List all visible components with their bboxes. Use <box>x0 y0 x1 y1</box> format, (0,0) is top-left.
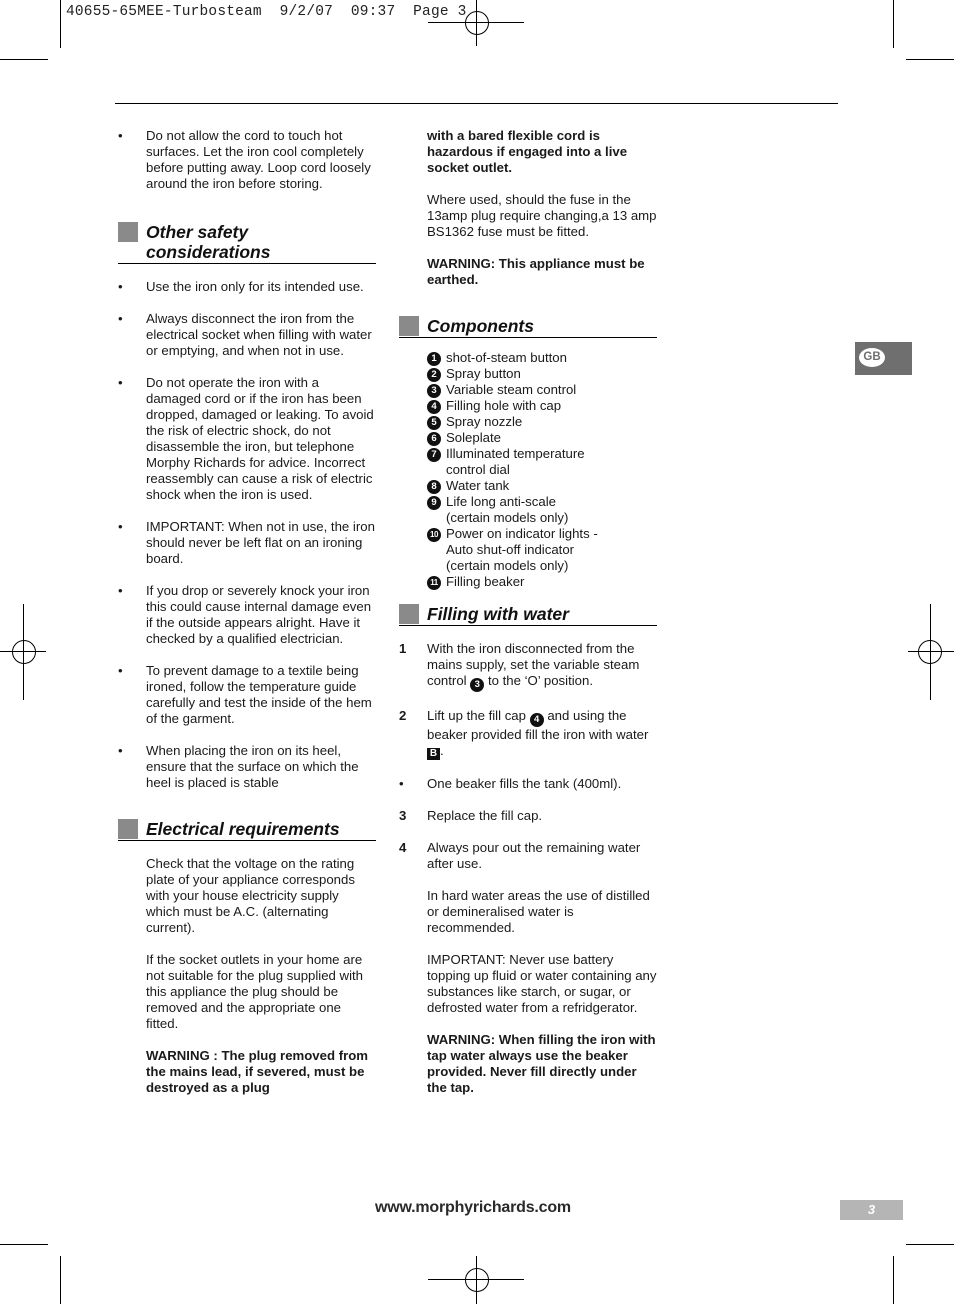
component-item <box>427 414 657 430</box>
bullet-dot: • <box>118 743 123 758</box>
component-item <box>427 430 657 446</box>
list-item <box>118 279 376 295</box>
paragraph: Where used, should the fuse in the 13amp plug require changing,a 13 amp BS1362 fuse must be fitted. <box>427 192 657 239</box>
component-item <box>427 526 657 574</box>
right-column <box>399 128 657 1112</box>
crop-mark <box>893 0 894 48</box>
component-label: Variable steam control <box>446 382 577 397</box>
section-heading-electrical <box>118 819 376 841</box>
component-label: shot-of-steam button <box>446 350 567 365</box>
heading-marker <box>118 222 138 242</box>
component-label: control dial <box>446 462 510 477</box>
number-badge: 7 <box>427 448 441 462</box>
component-item <box>427 382 657 398</box>
bullet-dot: • <box>118 279 123 294</box>
section-heading-components <box>399 316 657 338</box>
bullet-text: When placing the iron on its heel, ensure that the surface on which the heel is placed is stable <box>146 743 359 790</box>
step-text: Always pour out the remaining water after use. <box>427 840 641 871</box>
component-item <box>427 574 657 590</box>
step-item <box>399 808 657 824</box>
component-label: Filling hole with cap <box>446 398 562 413</box>
components-list <box>399 350 657 590</box>
number-badge: 10 <box>427 528 441 542</box>
heading-marker <box>399 604 419 624</box>
section-heading-safety <box>118 222 376 264</box>
list-item <box>118 375 376 503</box>
warning-text: WARNING : The plug removed from the mains lead, if severed, must be destroyed as a plug <box>146 1048 368 1095</box>
crop-mark <box>906 59 954 60</box>
bullet-text: Use the iron only for its intended use. <box>146 279 364 294</box>
heading-line: considerations <box>146 242 271 262</box>
heading-line: Other safety <box>146 222 249 242</box>
component-label: Auto shut-off indicator <box>446 542 575 557</box>
list-item <box>118 128 376 192</box>
language-badge: GB <box>859 348 885 367</box>
step-number: 3 <box>399 808 407 823</box>
step-number: 1 <box>399 641 407 656</box>
registration-circle <box>465 1268 489 1292</box>
language-tab <box>855 342 912 375</box>
print-slug: 40655-65MEE-Turbosteam 9/2/07 09:37 Page 3 <box>66 4 467 20</box>
warning-text: WARNING: When filling the iron with tap water always use the beaker provided. Never fill directly under the tap. <box>427 1032 656 1095</box>
list-item <box>118 743 376 791</box>
component-item <box>427 478 657 494</box>
heading-marker <box>399 316 419 336</box>
bullet-dot: • <box>118 519 123 534</box>
number-badge: 5 <box>427 416 441 430</box>
bullet-text: Do not operate the iron with a damaged cord or if the iron has been dropped, damaged or leaking. To avoid the risk of electric shock, do not disassemble the iron, but telephone Morphy Richards for advice. Incorrect reassembly can cause a risk of electric shock when the iron is used. <box>146 375 374 502</box>
figure-ref-badge: B <box>427 748 440 760</box>
list-item <box>399 776 657 792</box>
footer-url: www.morphyrichards.com <box>375 1199 571 1216</box>
bullet-dot: • <box>118 128 123 143</box>
heading-text: Components <box>427 316 534 336</box>
number-badge: 1 <box>427 352 441 366</box>
component-label: Spray nozzle <box>446 414 523 429</box>
component-item <box>427 366 657 382</box>
step-number: 4 <box>399 840 407 855</box>
intro-bullet-text: Do not allow the cord to touch hot surfaces. Let the iron cool completely before putting away. Loop cord loosely around the iron before storing. <box>146 128 371 191</box>
step-item <box>399 708 657 760</box>
component-item <box>427 350 657 366</box>
step-text: . <box>440 743 444 758</box>
component-label: (certain models only) <box>446 510 569 525</box>
component-item <box>427 446 657 478</box>
registration-circle <box>465 11 489 35</box>
step-text: Lift up the fill cap <box>427 708 526 723</box>
list-item <box>118 663 376 727</box>
bullet-text: Always disconnect the iron from the electrical socket when filling with water or emptying, and when not in use. <box>146 311 372 358</box>
step-text: and using the beaker provided fill the iron with water <box>427 708 649 742</box>
number-badge: 11 <box>427 576 441 590</box>
warning-text: WARNING: This appliance must be earthed. <box>427 256 645 287</box>
component-label: Illuminated temperature <box>446 446 585 461</box>
list-item <box>118 583 376 647</box>
crop-mark <box>0 1244 48 1245</box>
step-number: 2 <box>399 708 407 723</box>
crop-mark <box>906 1244 954 1245</box>
bullet-dot: • <box>118 663 123 678</box>
paragraph: IMPORTANT: Never use battery topping up fluid or water containing any substances like starch, or sugar, or defrosted water from a refridgerator. <box>427 952 657 1015</box>
number-badge: 2 <box>427 368 441 382</box>
component-item <box>427 494 657 526</box>
bullet-text: One beaker fills the tank (400ml). <box>427 776 622 791</box>
bullet-text: If you drop or severely knock your iron this could cause internal damage even if the outside appears alright. Have it checked by a qualified electrician. <box>146 583 372 646</box>
paragraph: Check that the voltage on the rating plate of your appliance corresponds with your house electricity supply which must be A.C. (alternating current). <box>146 856 355 935</box>
crop-mark <box>893 1256 894 1304</box>
section-heading-filling <box>399 604 657 626</box>
step-text: to the ‘O’ position. <box>487 673 594 688</box>
heading-text: Filling with water <box>427 604 569 624</box>
paragraph: If the socket outlets in your home are not suitable for the plug supplied with this appliance the plug should be removed and the appropriate one fitted. <box>146 952 364 1031</box>
component-label: Power on indicator lights - <box>446 526 598 541</box>
step-item <box>399 641 657 692</box>
list-item <box>118 519 376 567</box>
number-badge: 4 <box>427 400 441 414</box>
bullet-text: To prevent damage to a textile being ironed, follow the temperature guide carefully and test the inside of the hem of the garment. <box>146 663 372 726</box>
registration-circle <box>12 640 36 664</box>
component-ref-badge: 3 <box>470 678 484 692</box>
registration-circle <box>918 640 942 664</box>
number-badge: 8 <box>427 480 441 494</box>
paragraph: In hard water areas the use of distilled or demineralised water is recommended. <box>427 888 650 935</box>
number-badge: 6 <box>427 432 441 446</box>
component-label: Filling beaker <box>446 574 525 589</box>
heading-text: Electrical requirements <box>146 819 340 839</box>
crop-mark <box>60 0 61 48</box>
crop-mark <box>0 59 48 60</box>
step-item <box>399 840 657 872</box>
component-ref-badge: 4 <box>530 713 544 727</box>
header-rule <box>115 103 838 104</box>
list-item <box>118 311 376 359</box>
crop-mark <box>60 1256 61 1304</box>
bullet-text: IMPORTANT: When not in use, the iron should never be left flat on an ironing board. <box>146 519 375 566</box>
step-text: Replace the fill cap. <box>427 808 543 823</box>
bullet-dot: • <box>118 583 123 598</box>
left-column <box>118 128 376 1112</box>
heading-marker <box>118 819 138 839</box>
component-label: Soleplate <box>446 430 501 445</box>
component-label: Spray button <box>446 366 521 381</box>
component-item <box>427 398 657 414</box>
bullet-dot: • <box>118 375 123 390</box>
number-badge: 9 <box>427 496 441 510</box>
bullet-dot: • <box>399 776 404 791</box>
component-label: (certain models only) <box>446 558 569 573</box>
step-text: With the iron disconnected from the mains supply, set the variable steam control <box>427 641 640 688</box>
bullet-dot: • <box>118 311 123 326</box>
component-label: Life long anti-scale <box>446 494 556 509</box>
component-label: Water tank <box>446 478 510 493</box>
warning-text: with a bared flexible cord is hazardous if engaged into a live socket outlet. <box>427 128 628 175</box>
page-number: 3 <box>840 1200 903 1220</box>
number-badge: 3 <box>427 384 441 398</box>
